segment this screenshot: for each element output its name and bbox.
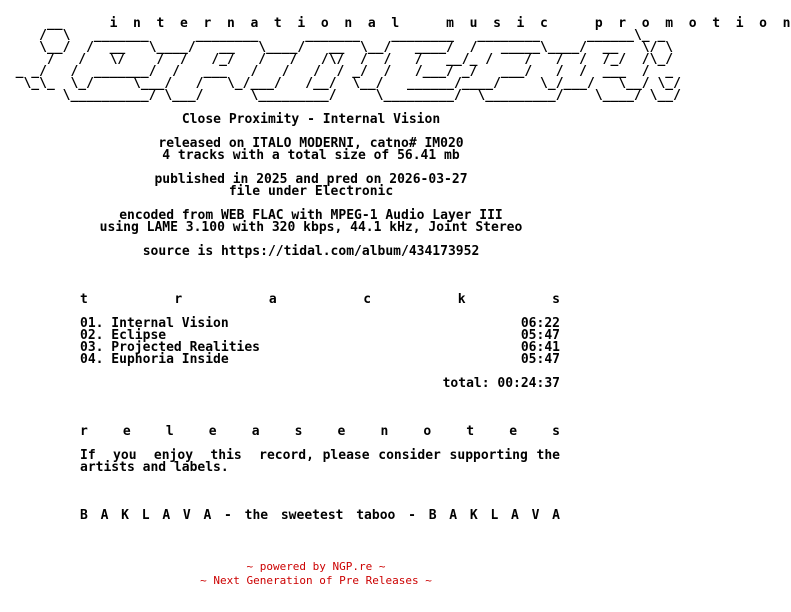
footer (0, 560, 632, 588)
track-duration: 06:22 (520, 316, 560, 331)
tracks-header-letter: s (552, 292, 560, 307)
nfo-text (0, 16, 791, 523)
blank-line (0, 486, 632, 498)
tagline-word: A (511, 508, 519, 523)
tracks-header-letter: k (457, 292, 466, 307)
release-note-line: artists and labels. (80, 460, 229, 475)
track-title: 02. Eclipse (80, 328, 167, 343)
ascii-logo-line: _ _/ / _______/ / ___ / / / / _/ / /___/ _/ ___/ / / ___ / _ (0, 64, 674, 79)
total-duration: total: 00:24:37 (442, 376, 560, 391)
encoded-line: encoded from WEB FLAC with MPEG-1 Audio Layer III (119, 208, 503, 223)
blank-line (0, 474, 632, 486)
tracks-header-letter: t (80, 292, 88, 307)
tracks-header-letter: a (268, 292, 277, 307)
notes-header-letter: s (552, 424, 560, 439)
blank-line (0, 414, 632, 426)
track-title: 04. Euphoria Inside (80, 352, 229, 367)
tagline-word: - (224, 508, 232, 523)
track-row (0, 354, 560, 366)
ngp-tagline: ~ Next Generation of Pre Releases ~ (200, 574, 432, 587)
ascii-logo-line: \__________/ \___/ \_________/ \_________/ \_________/ \____/ \__/ (0, 88, 681, 103)
notes-header-letter: r (80, 424, 88, 439)
notes-header-letter: e (122, 424, 131, 439)
tagline-word: B (80, 508, 88, 523)
tagline-word: the (244, 508, 269, 523)
blank-line (0, 270, 632, 282)
ascii-logo-line: __ i n t e r n a t i o n a l m u s i c p r o m o t i o n (0, 16, 791, 31)
tagline-word: B (428, 508, 437, 523)
ascii-logo-line: / \ _______ ________ _______ ________ ________ ______\_ _ (0, 28, 666, 43)
track-title: 01. Internal Vision (80, 316, 229, 331)
baklava-tagline (0, 510, 560, 522)
tagline-word: K (121, 508, 129, 523)
published-line: published in 2025 and pred on 2026-03-27 (154, 172, 468, 187)
tracks-header-letter: r (174, 292, 183, 307)
tracks-summary: 4 tracks with a total size of 56.41 mb (162, 148, 460, 163)
notes-header-letter: l (165, 424, 174, 439)
tagline-word: V (531, 508, 540, 523)
tagline-word: V (182, 508, 191, 523)
ascii-logo-line: / / \/ / / /_/ / / /\/ / / / __/_ / / / / /_/ /\_/ (0, 52, 674, 67)
notes-header-letter: s (294, 424, 303, 439)
tagline-word: taboo (356, 508, 396, 523)
label-line: released on ITALO MODERNI, catno# IM020 (158, 136, 464, 151)
blank-line (0, 258, 632, 270)
tagline-word: L (141, 508, 150, 523)
notes-header-letter: n (380, 424, 389, 439)
release-notes-header (0, 426, 560, 438)
tagline-word: A (100, 508, 109, 523)
source-line: source is https://tidal.com/album/434173952 (142, 244, 480, 259)
release-title: Close Proximity - Internal Vision (181, 112, 441, 127)
ascii-logo-line: \__/ / __ \____/ __ \____/ __ \__/ ____/ / _____\____/ __ \/ \ (0, 40, 674, 55)
track-duration: 05:47 (520, 352, 560, 367)
tracks-header (0, 294, 560, 306)
track-duration: 05:47 (520, 328, 560, 343)
tagline-word: sweetest (280, 508, 344, 523)
tagline-word: L (490, 508, 499, 523)
tagline-word: - (408, 508, 416, 523)
lame-line: using LAME 3.100 with 320 kbps, 44.1 kHz, Joint Stereo (99, 220, 523, 235)
notes-header-letter: a (251, 424, 260, 439)
release-note-line: If you enjoy this record, please consider supporting the (80, 448, 560, 463)
notes-header-letter: t (466, 424, 475, 439)
track-title: 03. Projected Realities (80, 340, 261, 355)
notes-header-letter: e (208, 424, 217, 439)
ascii-logo-line: \_\_ \_/ \___/ / \_/___/ /__/ \__/ ______/____/ \_/___/ \__/ \_/ (0, 76, 681, 91)
tracks-header-letter: c (363, 292, 372, 307)
tagline-word: A (162, 508, 171, 523)
blank-line (0, 402, 632, 414)
tagline-word: A (203, 508, 212, 523)
notes-header-letter: e (509, 424, 518, 439)
blank-line (0, 282, 632, 294)
powered-by-line: ~ powered by NGP.re ~ (246, 560, 386, 573)
track-duration: 06:41 (520, 340, 560, 355)
blank-line (0, 390, 632, 402)
notes-header-letter: e (337, 424, 346, 439)
notes-header-letter: o (423, 424, 432, 439)
tagline-word: A (449, 508, 458, 523)
genre-line: file under Electronic (228, 184, 394, 199)
tagline-word: K (469, 508, 478, 523)
tagline-word: A (552, 508, 560, 523)
